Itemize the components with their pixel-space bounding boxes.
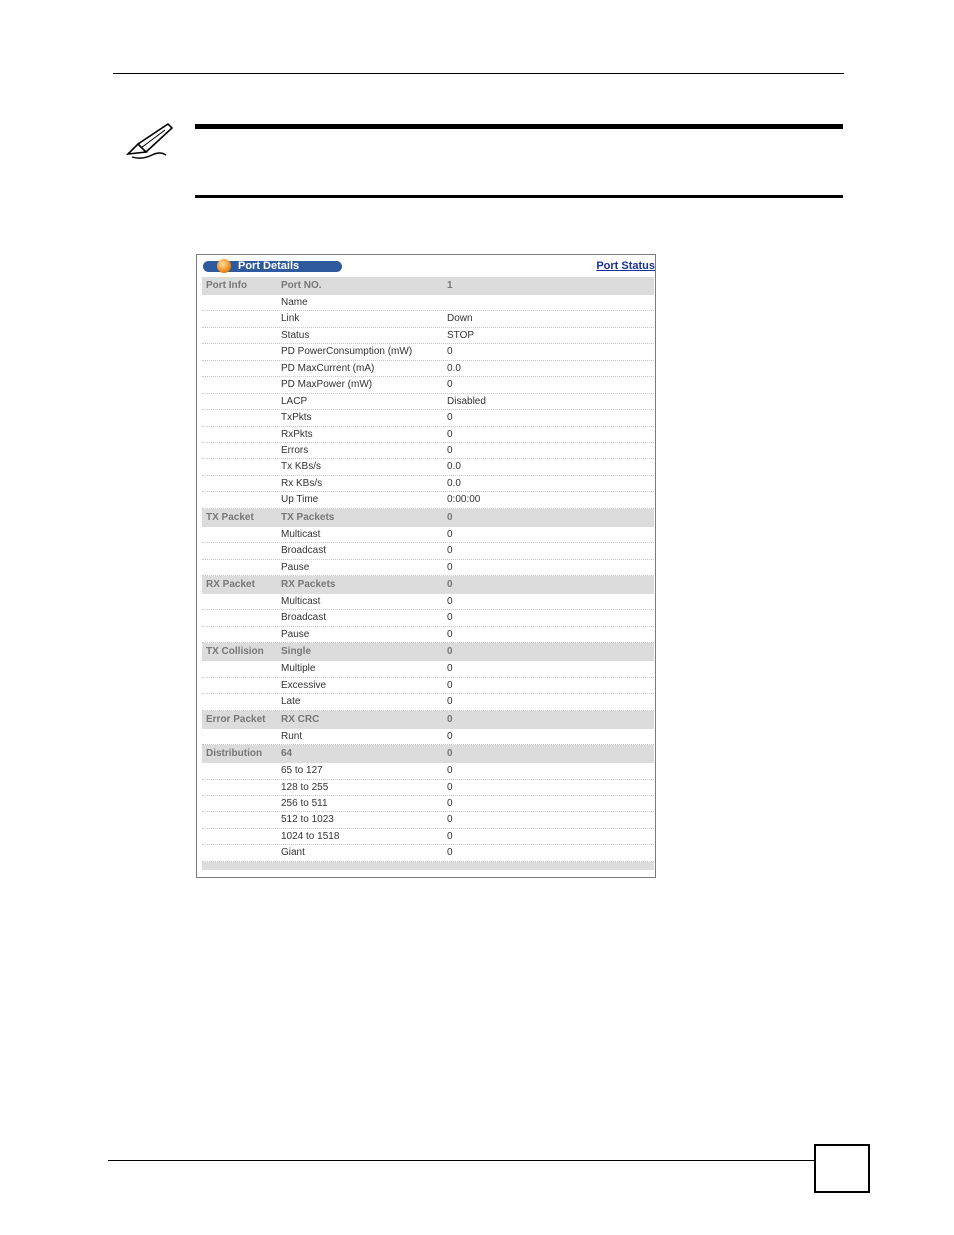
field-value: 0 (447, 765, 453, 777)
group-label: Port Info (206, 280, 248, 291)
field-value: 0 (447, 797, 453, 809)
field-value: 0 (447, 379, 453, 391)
field-value: 0 (447, 596, 453, 607)
header-rule (113, 73, 844, 74)
field-value: 0 (447, 730, 453, 742)
table-row (202, 796, 654, 812)
field-value: 0 (447, 830, 453, 842)
table-row (202, 427, 654, 443)
field-label: PD MaxPower (mW) (281, 379, 373, 391)
note-top-bar (195, 124, 843, 129)
table-row (202, 780, 654, 796)
field-value: 0 (447, 428, 453, 440)
field-value: STOP (447, 329, 475, 341)
field-label: Errors (281, 444, 309, 456)
group-label: Distribution (206, 748, 263, 760)
table-row (202, 377, 654, 393)
field-label: 64 (281, 748, 293, 760)
port-details-table (202, 277, 654, 870)
port-details-panel (196, 254, 656, 878)
field-value: 0.0 (447, 461, 461, 473)
field-label: Pause (281, 628, 310, 640)
table-row (202, 576, 654, 594)
field-label: Pause (281, 561, 310, 573)
field-value: 0 (447, 646, 453, 658)
field-value: 0.0 (447, 477, 461, 489)
field-value: 0 (447, 679, 453, 691)
field-label: Multiple (281, 663, 316, 675)
field-value: 0.0 (447, 362, 461, 374)
field-label: 256 to 511 (281, 797, 328, 809)
table-row (202, 394, 654, 410)
page-number-box (814, 1144, 870, 1193)
field-value: 0 (447, 545, 453, 557)
table-row (202, 812, 654, 828)
field-label: PD MaxCurrent (mA) (281, 362, 375, 374)
field-label: Name (281, 297, 308, 308)
table-row (202, 829, 654, 845)
table-row (202, 410, 654, 426)
field-value: 0 (447, 781, 453, 793)
field-label: Broadcast (281, 545, 327, 557)
field-value: Disabled (447, 395, 486, 407)
table-row (202, 763, 654, 779)
table-row (202, 627, 654, 643)
field-label: Multicast (281, 528, 321, 540)
field-label: Status (281, 329, 310, 341)
field-value: 0 (447, 444, 453, 456)
field-value: 0 (447, 612, 453, 624)
table-row (202, 295, 654, 311)
field-label: 128 to 255 (281, 781, 329, 793)
table-row (202, 277, 654, 295)
field-value: 0 (447, 814, 453, 826)
footer-rule (108, 1160, 816, 1161)
table-row (202, 643, 654, 661)
field-label: Broadcast (281, 612, 327, 624)
table-row (202, 509, 654, 527)
table-row (202, 443, 654, 459)
field-value: 0 (447, 346, 453, 358)
field-value: 0 (447, 412, 453, 424)
field-value: 0 (447, 696, 453, 708)
table-row (202, 610, 654, 626)
table-row (202, 344, 654, 360)
field-label: 65 to 127 (281, 765, 323, 777)
group-label: RX Packet (206, 579, 255, 590)
table-row (202, 459, 654, 475)
orange-bullet-icon (217, 259, 231, 273)
field-value: 0 (447, 713, 453, 725)
group-label: TX Packet (206, 511, 254, 523)
field-label: Link (281, 313, 300, 325)
group-label: TX Collision (206, 646, 264, 658)
field-label: Port NO. (281, 280, 322, 291)
field-label: Runt (281, 730, 303, 742)
table-row (202, 594, 654, 610)
field-label: Single (281, 646, 312, 658)
field-label: Excessive (281, 679, 327, 691)
field-value: 0 (447, 561, 453, 573)
field-label: Multicast (281, 596, 321, 607)
field-value: 0 (447, 748, 453, 760)
table-row (202, 527, 654, 543)
note-bottom-bar (195, 195, 843, 198)
table-row (202, 711, 654, 729)
field-label: 512 to 1023 (281, 814, 334, 826)
table-row (202, 492, 654, 508)
field-value: 0 (447, 579, 453, 590)
group-label: Error Packet (206, 713, 266, 725)
table-row (202, 328, 654, 344)
field-label: RX Packets (281, 579, 336, 590)
field-label: PD PowerConsumption (mW) (281, 346, 413, 358)
field-value: 0 (447, 847, 453, 859)
field-label: Up Time (281, 494, 319, 506)
field-value: 1 (447, 280, 453, 291)
field-label: TX Packets (281, 511, 335, 523)
port-status-link[interactable]: Port Status (596, 260, 655, 272)
table-row (202, 745, 654, 763)
table-row (202, 311, 654, 327)
field-value: Down (447, 313, 473, 325)
table-row (202, 661, 654, 677)
table-row (202, 560, 654, 576)
panel-title: Port Details (238, 260, 300, 272)
field-value: 0 (447, 528, 453, 540)
table-row (202, 729, 654, 745)
field-label: Rx KBs/s (281, 477, 323, 489)
table-row (202, 476, 654, 492)
panel-header (197, 255, 655, 277)
field-label: RxPkts (281, 428, 313, 440)
field-value: 0 (447, 511, 453, 523)
note-pencil-icon (124, 122, 174, 162)
table-row (202, 845, 654, 861)
table-row (202, 361, 654, 377)
field-label: Tx KBs/s (281, 461, 322, 473)
field-label: Giant (281, 847, 305, 859)
field-value: 0:00:00 (447, 494, 481, 506)
table-row (202, 678, 654, 694)
field-value: 0 (447, 628, 453, 640)
field-label: TxPkts (281, 412, 312, 424)
table-footer (202, 862, 654, 870)
table-row (202, 543, 654, 559)
table-row (202, 694, 654, 710)
field-label: Late (281, 696, 301, 708)
field-value: 0 (447, 663, 453, 675)
field-label: LACP (281, 395, 308, 407)
field-label: 1024 to 1518 (281, 830, 340, 842)
field-label: RX CRC (281, 713, 320, 725)
